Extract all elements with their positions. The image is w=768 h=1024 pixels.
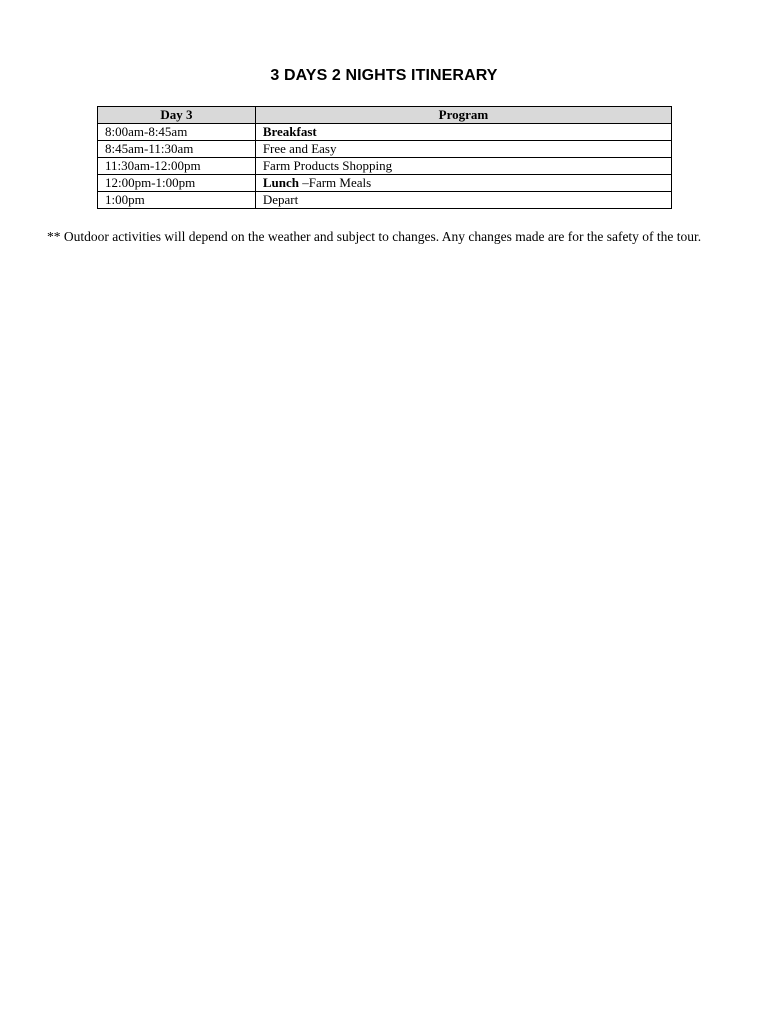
time-cell: 8:00am-8:45am — [98, 124, 256, 141]
table-row — [98, 175, 672, 192]
table-row — [98, 158, 672, 175]
program-bold-text: Lunch — [262, 175, 299, 190]
program-cell — [255, 158, 671, 175]
column-header-program: Program — [255, 107, 671, 124]
program-text: Farm Products Shopping — [262, 158, 393, 173]
time-cell: 8:45am-11:30am — [98, 141, 256, 158]
table-row — [98, 141, 672, 158]
itinerary-table — [97, 106, 672, 209]
program-cell — [255, 141, 671, 158]
program-text: Free and Easy — [262, 141, 337, 156]
time-cell: 12:00pm-1:00pm — [98, 175, 256, 192]
program-cell — [255, 192, 671, 209]
disclaimer-note: ** Outdoor activities will depend on the weather and subject to changes. Any changes made are for the safety of the tour. — [47, 229, 702, 244]
table-row — [98, 192, 672, 209]
time-cell: 1:00pm — [98, 192, 256, 209]
page-title: 3 DAYS 2 NIGHTS ITINERARY — [270, 67, 498, 84]
program-cell — [255, 124, 671, 141]
table-header-row — [98, 107, 672, 124]
column-header-day: Day 3 — [98, 107, 256, 124]
program-text: –Farm Meals — [298, 175, 372, 190]
program-bold-text: Breakfast — [262, 124, 317, 139]
table-row — [98, 124, 672, 141]
program-text: Depart — [262, 192, 299, 207]
time-cell: 11:30am-12:00pm — [98, 158, 256, 175]
program-cell — [255, 175, 671, 192]
